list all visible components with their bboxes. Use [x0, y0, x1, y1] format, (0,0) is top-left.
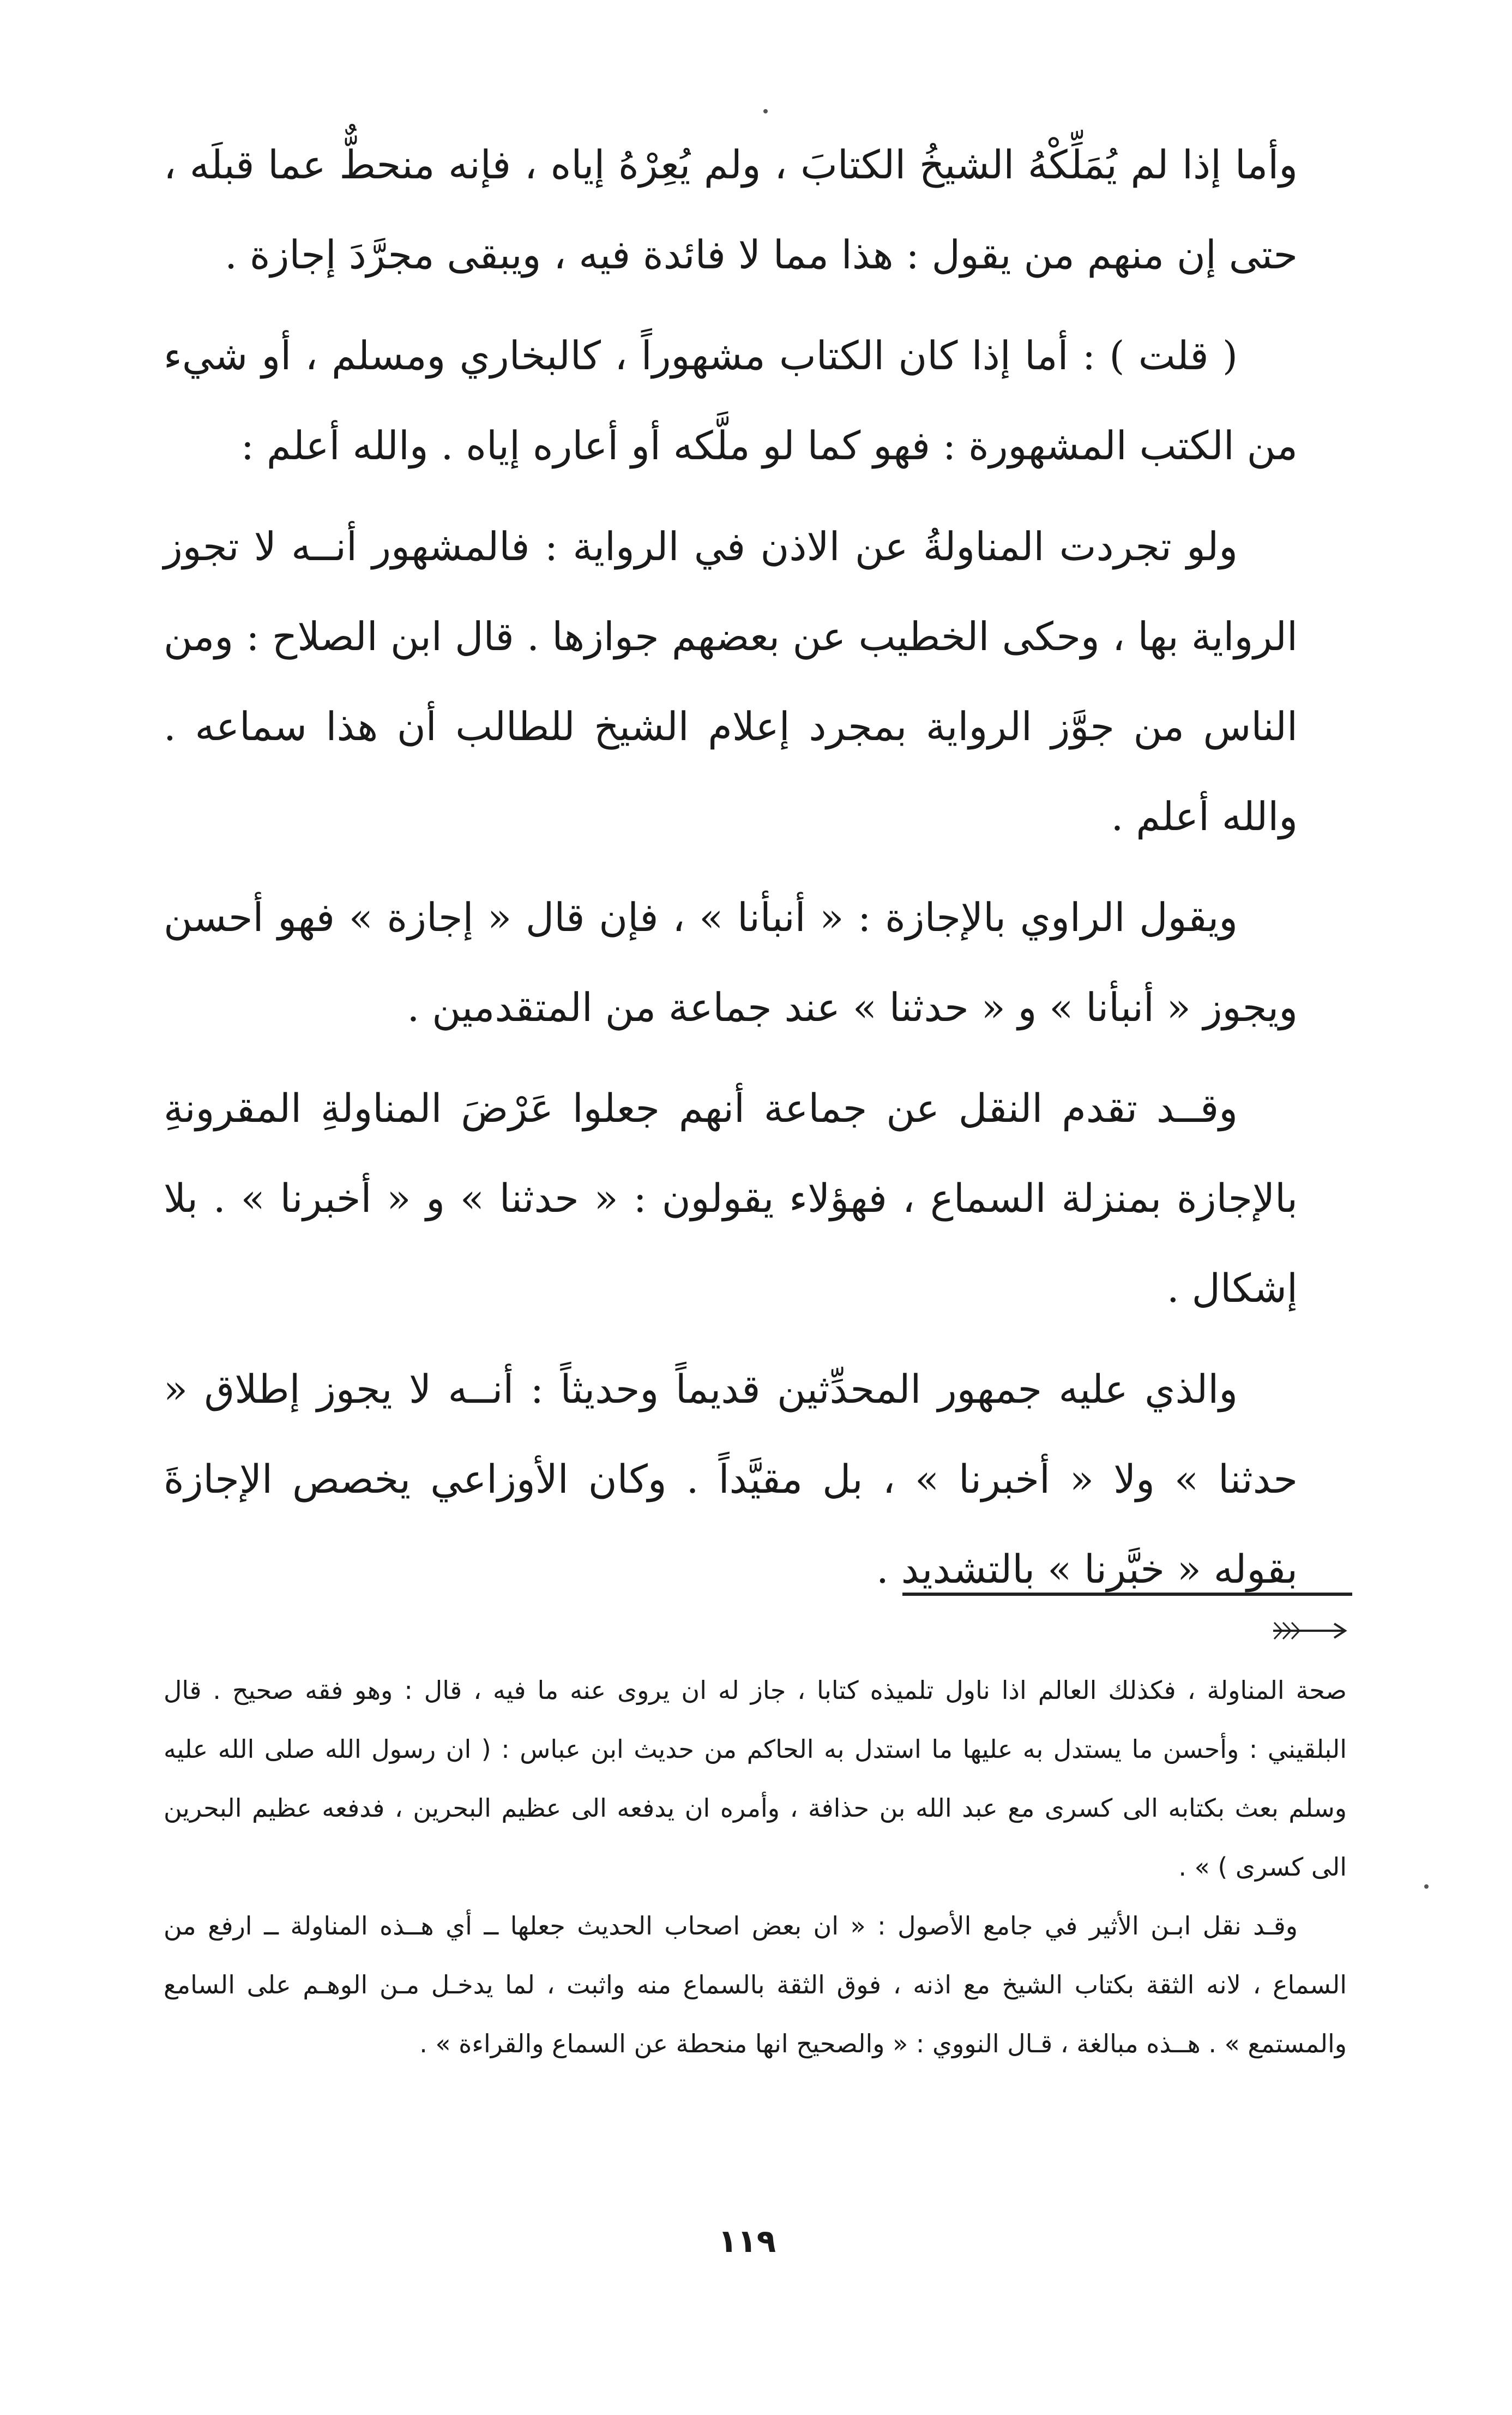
arrow-ornament-icon	[1268, 1617, 1350, 1644]
paragraph: وقــد تقدم النقل عن جماعة أنهم جعلوا عَرْضَ المناولةِ المقرونةِ بالإجازة بمنزلة السماع ، فهؤلاء يقولون : « حدثنا » و « أخبرنا » . بلا إشكال .	[164, 1085, 1298, 1311]
main-text	[164, 120, 1298, 1625]
footnote-paragraph: وقـد نقل ابـن الأثير في جامع الأصول : « ان بعض اصحاب الحديث جعلها ــ أي هــذه المناولة ــ ارفع من السماع ، لانه الثقة بكتاب الشيخ مع اذنه ، فوق الثقة بالسماع منه واثبت ، لما يدخـل مـن الوهـم على السامع والمستمع » . هــذه مبالغة ، قـال النووي : « والصحيح انها منحطة عن السماع والقراءة » .	[164, 1911, 1347, 2058]
paragraph: ( قلت ) : أما إذا كان الكتاب مشهوراً ، كالبخاري ومسلم ، أو شيء من الكتب المشهورة : فهو كما لو ملَّكه أو أعاره إياه . والله أعلم :	[164, 333, 1298, 468]
footnote-separator	[902, 1593, 1352, 1596]
paragraph: والذي عليه جمهور المحدِّثين قديماً وحديثاً : أنــه لا يجوز إطلاق « حدثنا » ولا « أخبرنا » ، بل مقيَّداً . وكان الأوزاعي يخصص الإجازةَ بقوله « خبَّرنا » بالتشديد .	[164, 1366, 1298, 1592]
paragraph: ويقول الراوي بالإجازة : « أنبأنا » ، فإن قال « إجازة » فهو أحسن ويجوز « أنبأنا » و « حدثنا » عند جماعة من المتقدمين .	[164, 894, 1298, 1030]
paragraph: وأما إذا لم يُمَلِّكْهُ الشيخُ الكتابَ ، ولم يُعِرْهُ إياه ، فإنه منحطٌّ عما قبلَه ، حتى إن منهم من يقول : هذا مما لا فائدة فيه ، ويبقى مجرَّدَ إجازة .	[164, 142, 1298, 278]
scan-speck	[1424, 1884, 1429, 1889]
paragraph: ولو تجردت المناولةُ عن الاذن في الرواية : فالمشهور أنــه لا تجوز الرواية بها ، وحكى الخطيب عن بعضهم جوازها . قال ابن الصلاح : ومن الناس من جوَّز الرواية بمجرد إعلام الشيخ للطالب أن هذا سماعه . والله أعلم .	[164, 524, 1298, 839]
footnote-paragraph: صحة المناولة ، فكذلك العالم اذا ناول تلميذه كتابا ، جاز له ان يروى عنه ما فيه ، قال : وهو فقه صحيح . قال البلقيني : وأحسن ما يستدل به عليها ما استدل به الحاكم من حديث ابن عباس : ( ان رسول الله صلى الله عليه وسلم بعث بكتابه الى كسرى مع عبد الله بن حذافة ، وأمره ان يدفعه الى عظيم البحرين ، فدفعه عظيم البحرين الى كسرى ) » .	[164, 1675, 1347, 1882]
page-number: ١١٩	[718, 2222, 776, 2260]
footnotes	[164, 1661, 1347, 2073]
scan-speck	[763, 109, 768, 113]
